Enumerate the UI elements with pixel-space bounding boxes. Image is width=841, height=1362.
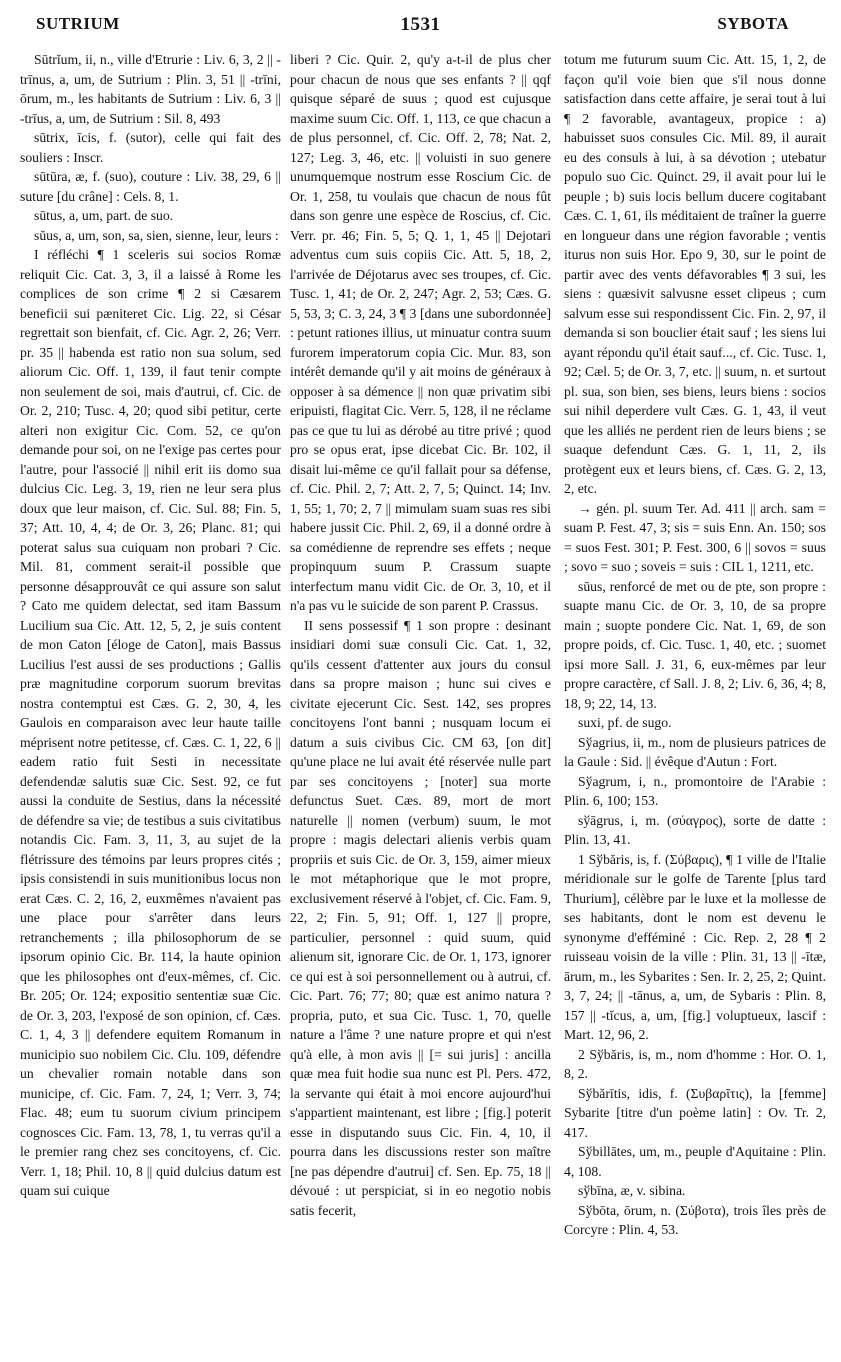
dictionary-entry: 1 Sўbăris, is, f. (Σύβαρις), ¶ 1 ville de l'Italie méridionale sur le golfe de Tarente [plus tard Thurium], célèbre par le luxe et la mollesse de ses habitants, dont le nom est devenu le synonyme d'efféminé : Cic. Rep. 2, 28 ¶ 2 ruisseau voisin de la ville : Plin. 31, 13 || -ītæ, ārum, m., les Sybarites : Sen. Ir. 2, 25, 2; Quint. 3, 7, 24; || -tānus, a, um, de Sybaris : Plin. 8, 157 || -tĭcus, a, um, [fig.] voluptueux, lascif : Mart. 12, 96, 2. — [564, 851, 826, 1042]
dictionary-entry: Sўbōta, ōrum, n. (Σύβοτα), trois îles près de Corcyre : Plin. 4, 53. — [564, 1202, 826, 1237]
column-1 — [20, 50, 281, 1350]
dictionary-entry: sūtus, a, um, part. de suo. — [34, 208, 174, 223]
dictionary-entry: II sens possessif ¶ 1 son propre : desinant insidiari domi suæ consuli Cic. Cat. 1, 32, qu'ils cessent d'attenter aux jours du consul dans sa propre maison ; hunc sui cives e civitate ejecerunt Cic. Sest. 142, ses propres concitoyens l'ont banni ; nusquam locum ei datum a suis civibus Cic. CM 63, [on dit] qu'une place ne lui avait été réservée nulle part par ses concitoyens ; [noter] sua morte defunctus Suet. Cæs. 89, mort de mort naturelle || nomen (verbum) suum, le mot propre : magis delectari alienis verbis quam propriis et suis Cic. de Or. 3, 159, aimer mieux le mot métaphorique que le mot propre, exclusivement réservé à l'objet, cf. Cic. Fam. 9, 22, 2; Fin. 5, 91; Off. 1, 127 || propre, particulier, personnel : quid suum, quid alienum sit, ignorare Cic. de Or. 1, 173, ignorer ce qui est à soi personnellement ou à autrui, cf. Cic. Part. 76; 77; 80; quæ est animo natura ? propria, puto, et sua Cic. Tusc. 1, 70, quelle nature a l'âme ? une nature propre et qui n'est qu'à elle, à mon avis || [= sui juris] : ancilla quæ mea fuit hodie sua nunc est Pl. Pers. 472, la servante qui était à moi encore aujourd'hui s'appartient maintenant, est libre ; [fig.] poterit esse in disputando suus Cic. Fin. 4, 10, il pourra dans les discussions rester son maître [ne pas dépendre d'autrui] cf. Sen. Ep. 75, 18 || dévoué : ut perspiciat, si in eo negotio nobis satis fecerit, — [290, 617, 551, 1218]
dictionary-entry: I réfléchi ¶ 1 sceleris sui socios Romæ reliquit Cic. Cat. 3, 3, il a laissé à Rome les complices de son crime ¶ 2 si Cæsarem beneficii sui pæniteret Cic. Lig. 22, si César regrettait son bienfait, cf. Cic. Agr. 2, 26; Verr. pr. 35 || habenda est ratio non sua solum, sed aliorum Cic. Off. 1, 139, il faut tenir compte non seulement de soi, mais d'autrui, cf. Cic. de Or. 2, 210; Tusc. 4, 20; quod sibi petitur, certe alteri non exigitur Cic. Com. 52, ce qu'on demande pour soi, on ne l'exige pas certes pour l'autre, pour l'associé || nihil erit iis domo sua dulcius Cic. Leg. 3, 19, rien ne leur sera plus doux que leur maison, cf. Cic. Sul. 88; Fin. 5, 37; Att. 10, 4, 4; de Or. 3, 26; Planc. 81; qui poterat salus sua cuiquam non probari ? Cic. Mil. 81, comment serait-il possible que personne désapprouvât ce qui assure son salut ? Cato me quidem delectat, sed itam Bassum Lucilium sua Cic. Att. 12, 5, 2, je suis content de mon Caton [éloge de Caton], mais Bassus Lucilius l'est aussi de ses productions ; Gallis præ magnitudine corporum suorum brevitas nostra contemptui est Cæs. G. 2, 30, 4, les Gaulois en comparaison avec leur haute taille méprisent notre petitesse, cf. Cæs. C. 1, 22, 6 || eadem ratio fuit Sesti in necessitate defendendæ salutis suæ Cic. Sest. 92, ce fut aussi la conduite de Sestius, dans la nécessité de défendre sa vie; de testibus a suis civitatibus notandis Cic. Fam. 3, 11, 3, au sujet de la flétrissure des témoins par leurs propres cités ; ipsis consistendi in suis munitionibus locus non erat Cæs. C. 2, 16, 2, euxmêmes n'avaient pas une place pour s'arrêter dans leurs retranchements ; illa philosophorum de se ipsorum opinio Cic. Br. 114, la haute opinion que les philosophes ont d'eux-mêmes, cf. Cic. Br. 205; Or. 124; expositio sententiæ suæ Cic. de Or. 3, 203, l'exposé de son opinion, cf. Cæs. C. 1, 4, 3 || defendere equitem Romanum in municipio suo nobilem Cic. Clu. 109, défendre un chevalier romain notable dans son municipe, cf. Cic. Fam. 7, 24, 1; Verr. 3, 74; Flac. 48; eum tu suorum civium principem cognosces Cic. Fam. 13, 78, 1, tu verras qu'il a le premier rang chez ses concitoyens, cf. Cic. Verr. 1, 18; Phil. 10, 8 || quid dulcius datum est quam sui cuique — [20, 247, 281, 1198]
dictionary-entry: sūtūra, æ, f. (suo), couture : Liv. 38, 29, 6 || suture [du crâne] : Cels. 8, 1. — [20, 169, 281, 204]
dictionary-entry: sŭus, a, um, son, sa, sien, sienne, leur, leurs : — [34, 227, 279, 243]
dictionary-entry: Sўagrum, i, n., promontoire de l'Arabie : Plin. 6, 100; 153. — [564, 773, 826, 808]
column-3 — [564, 50, 826, 1350]
dictionary-entry: Sўbărītis, idis, f. (Συβαρῖτις), la [femme] Sybarite [titre d'un poème latin] : Ov. Tr. 2, 417. — [564, 1085, 826, 1140]
running-header — [24, 8, 817, 44]
dictionary-entry: suxi, pf. de sugo. — [578, 715, 672, 730]
dictionary-entry: liberi ? Cic. Quir. 2, qu'y a-t-il de plus cher pour chacun de nous que ses enfants ? || qqf quisque séparé de suus ; quod est cujusque maxime suum Cic. Off. 1, 113, ce que chacun a de plus personnel, cf. Cic. Off. 2, 78; Nat. 2, 127; Leg. 3, 46, etc. || voluisti in suo genere unumquemque nostrum esse Roscium Cic. de Or. 1, 258, tu voulais que chacun de nous fût dans son genre une espèce de Roscius, cf. Cic. Verr. pr. 46; Fin. 5, 5; Q. 1, 1, 45 || Dejotari adventus cum suis copiis Cic. Att. 5, 18, 2, l'arrivée de Déjotarus avec ses troupes, cf. Cic. Tusc. 1, 41; de Or. 2, 247; Agr. 2, 53; Cæs. G. 5, 53, 3; C. 3, 24, 3 ¶ 3 [dans une subordonnée] : petunt rationes illius, ut minuatur contra suum furorem imperatorum copia Cic. Mur. 83, son intérêt demande qu'il y ait moins de généraux à opposer à sa démence || non quæ privatim sibi eripuisti, flagitat Cic. Verr. 5, 128, il ne réclame pas ce que tu lui as dérobé au titre privé ; quod pro se opus erat, ipse dicebat Cic. Br. 102, il disait lui-même ce qu'il fallait pour sa défense, cf. Cic. Phil. 2, 7; Att. 2, 7, 5; Quinct. 14; Inv. 1, 55; 1, 70; 2, 7 || mimulam suam suas res sibi habere jussit Cic. Phil. 2, 69, il a donné ordre à sa comédienne de reprendre ses effets ; neque propinquum suum P. Crassum suapte interfectum manu vidit Cic. de Or. 3, 10, et il n'a pas vu le suicide de son parent P. Crassus. — [290, 52, 551, 613]
header-last-word: SYBOTA — [717, 14, 789, 33]
dictionary-entry: totum me futurum suum Cic. Att. 15, 1, 2, de façon qu'il voie bien que s'il nous donne satisfaction dans cette affaire, je serai tout à lui ¶ 2 favorable, avantageux, propice : a) habuisset suos consules Cic. Mil. 89, il aurait eu des consuls à lui, à sa dévotion ; utebatur populo suo Cic. Quinct. 29, il avait pour lui le peuple ; b) suis locis bellum ducere cogitabant Cæs. C. 1, 61, ils méditaient de traîner la guerre en longueur dans une région favorable ; ventis iturus non suis Hor. Epo 9, 30, sur le point de partir avec des vents défavorables ¶ 3 sui, les siens : quæsivit salvusne esset clipeus ; cum salvum esse sui respondissent Cic. Fin. 2, 97, il demanda si son bouclier était sauf ; les siens lui ayant répondu qu'il était sauf..., cf. Cic. Tusc. 1, 92; Cæl. 5; de Or. 3, 7, etc. || suum, n. et surtout pl. sua, son bien, ses biens, leurs biens : socios sui nihil deperdere vult Cæs. G. 1, 43, il veut que les alliés ne perdent rien de leurs biens ; se suaque defendunt Cæs. G. 1, 11, 2, ils protègent eux et leurs biens, cf. Cæs. G. 2, 13, 2, etc. — [564, 52, 826, 496]
dictionary-entry: sўāgrus, i, m. (σύαγρος), sorte de datte : Plin. 13, 41. — [564, 812, 826, 847]
dictionary-entry: sūus, renforcé de met ou de pte, son propre : suapte manu Cic. de Or. 3, 10, de sa propre main ; suopte pondere Cic. Nat. 1, 69, de son propre poids, cf. Cic. Tusc. 1, 40, etc. ; suomet ipsi more Sall. J. 31, 6, eux-mêmes par leur propre caractère, cf Sall. J. 8, 2; Liv. 6, 36, 4; 8, 18, 9; 22, 14, 13. — [564, 578, 826, 711]
dictionary-entry: Sўbillātes, um, m., peuple d'Aquitaine : Plin. 4, 108. — [564, 1144, 826, 1179]
column-2 — [290, 50, 551, 1350]
page-number: 1531 — [400, 14, 441, 35]
dictionary-entry: sūtrix, īcis, f. (sutor), celle qui fait des souliers : Inscr. — [20, 130, 281, 165]
dictionary-entry: → gén. pl. suum Ter. Ad. 411 || arch. sam = suam P. Fest. 47, 3; sis = suis Enn. An. 150; sos = suos Fest. 301; P. Fest. 300, 6 || sovos = suus ; sovo = suo ; soveis = suis : CIL 1, 1211, etc. — [564, 500, 826, 574]
header-first-word: SUTRIUM — [36, 14, 120, 33]
dictionary-entry: 2 Sўbăris, is, m., nom d'homme : Hor. O. 1, 8, 2. — [564, 1046, 826, 1081]
dictionary-entry: Sўagrius, ii, m., nom de plusieurs patrices de la Gaule : Sid. || évêque d'Autun : Fort. — [564, 734, 826, 769]
dictionary-entry: Sūtrĭum, ii, n., ville d'Etrurie : Liv. 6, 3, 2 || -trīnus, a, um, de Sutrium : Plin. 3, 51 || -trīni, ōrum, m., les habitants de Sutrium : Liv. 6, 3 || -trīus, a, um, de Sutrium : Sil. 8, 493 — [20, 52, 281, 126]
dictionary-entry: sўbīna, æ, v. sibina. — [578, 1183, 686, 1198]
